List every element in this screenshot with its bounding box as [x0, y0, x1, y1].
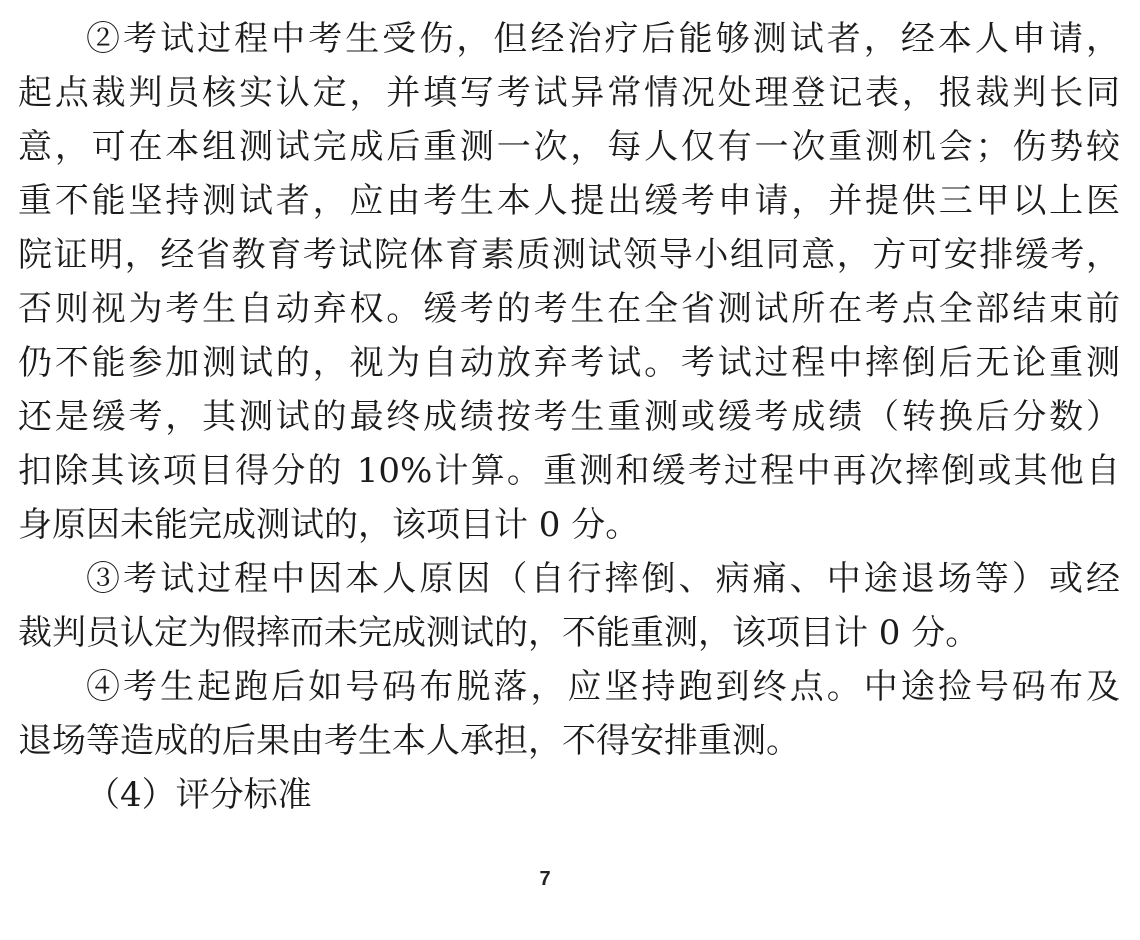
- paragraph-2-line-7: 仍不能参加测试的，视为自动放弃考试。考试过程中摔倒后无论重测: [18, 343, 1120, 383]
- section-heading-scoring-standard: （4）评分标准: [86, 775, 312, 815]
- paragraph-2-line-2: 起点裁判员核实认定，并填写考试异常情况处理登记表，报裁判长同: [18, 73, 1120, 113]
- paragraph-4-line-1: ④考生起跑后如号码布脱落，应坚持跑到终点。中途捡号码布及: [86, 667, 1120, 707]
- paragraph-2-line-4: 重不能坚持测试者，应由考生本人提出缓考申请，并提供三甲以上医: [18, 181, 1120, 221]
- paragraph-2-line-5: 院证明，经省教育考试院体育素质测试领导小组同意，方可安排缓考，: [18, 235, 1120, 275]
- paragraph-2-line-1: ②考试过程中考生受伤，但经治疗后能够测试者，经本人申请，: [86, 19, 1120, 59]
- paragraph-2-line-3: 意，可在本组测试完成后重测一次，每人仅有一次重测机会；伤势较: [18, 127, 1120, 167]
- paragraph-2-line-10: 身原因未能完成测试的，该项目计 0 分。: [18, 505, 640, 545]
- paragraph-2-line-6: 否则视为考生自动弃权。缓考的考生在全省测试所在考点全部结束前: [18, 289, 1120, 329]
- paragraph-2-line-9: 扣除其该项目得分的 10%计算。重测和缓考过程中再次摔倒或其他自: [18, 451, 1120, 491]
- paragraph-4-line-2: 退场等造成的后果由考生本人承担，不得安排重测。: [18, 721, 800, 761]
- paragraph-2-line-8: 还是缓考，其测试的最终成绩按考生重测或缓考成绩（转换后分数）: [18, 397, 1120, 437]
- paragraph-3-line-1: ③考试过程中因本人原因（自行摔倒、病痛、中途退场等）或经: [86, 559, 1120, 599]
- page-number: 7: [539, 868, 551, 890]
- paragraph-3-line-2: 裁判员认定为假摔而未完成测试的，不能重测，该项目计 0 分。: [18, 613, 980, 653]
